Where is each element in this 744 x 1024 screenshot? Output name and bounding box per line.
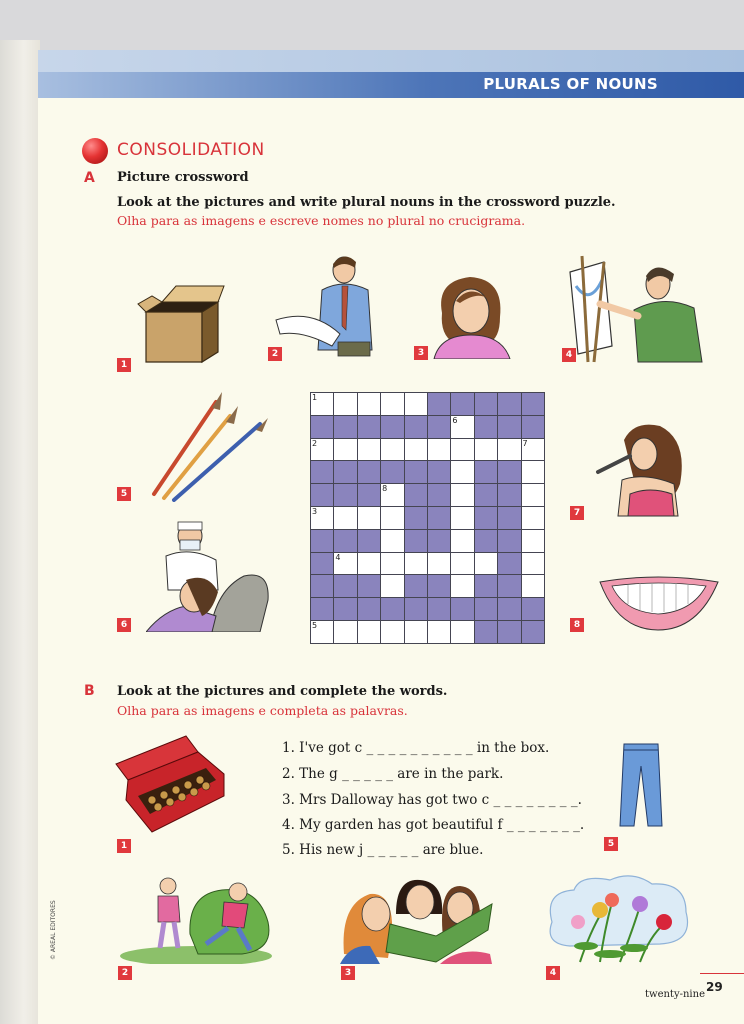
singer-icon (594, 420, 690, 518)
sentence-1: 1. I've got c _ _ _ _ _ _ _ _ _ _ in the box. (282, 740, 550, 756)
picture-number-a1: 1 (117, 358, 131, 372)
picture-number-a6: 6 (117, 618, 131, 632)
scan-left-edge (0, 40, 40, 1024)
box-icon (136, 282, 228, 364)
painter-icon (564, 246, 706, 364)
page-number: 29 (706, 980, 723, 994)
picture-number-b1: 1 (117, 839, 131, 853)
section-a-title: Picture crossword (117, 170, 249, 185)
page-number-word: twenty-nine (645, 989, 705, 1000)
header-band (38, 50, 744, 72)
page-number-rule (700, 973, 744, 974)
crossword-number: 1 (312, 393, 318, 402)
picture-number-a4: 4 (562, 348, 576, 362)
man-with-plans-icon (272, 250, 384, 360)
consolidation-ball-icon (82, 138, 108, 164)
flowers-icon (540, 872, 692, 968)
sentence-5: 5. His new j _ _ _ _ _ are blue. (282, 842, 484, 858)
jeans-icon (618, 742, 664, 830)
crossword-grid[interactable] (310, 392, 545, 644)
picture-number-b3: 3 (341, 966, 355, 980)
section-b-instruction: Look at the pictures and complete the words. (117, 684, 448, 699)
picture-number-a3: 3 (414, 346, 428, 360)
section-a-instruction-pt: Olha para as imagens e escreve nomes no plural no crucigrama. (117, 213, 526, 228)
children-reading-icon (340, 874, 496, 964)
picture-number-a7: 7 (570, 506, 584, 520)
section-a-letter: A (84, 170, 95, 186)
picture-number-a2: 2 (268, 347, 282, 361)
picture-number-b2: 2 (118, 966, 132, 980)
crossword-number: 6 (452, 415, 458, 425)
section-b-instruction-pt: Olha para as imagens e completa as palavras. (117, 703, 408, 718)
sentence-4: 4. My garden has got beautiful f _ _ _ _ _ _ _. (282, 817, 585, 833)
picture-number-b5: 5 (604, 837, 618, 851)
crossword-number: 8 (382, 484, 388, 494)
crossword-number: 2 (312, 438, 318, 448)
girls-playing-icon (118, 874, 274, 964)
picture-number-b4: 4 (546, 966, 560, 980)
teeth-icon (598, 574, 720, 632)
page-title: PLURALS OF NOUNS (483, 75, 658, 93)
crossword-number: 4 (335, 552, 341, 562)
chocolate-box-icon (112, 734, 232, 836)
section-a-instruction: Look at the pictures and write plural nouns in the crossword puzzle. (117, 195, 616, 210)
publisher-credit: © AREAL EDITORES (50, 900, 57, 960)
sentence-3: 3. Mrs Dalloway has got two c _ _ _ _ _ _ _ _. (282, 792, 582, 808)
crossword-number: 3 (312, 506, 318, 516)
dentist-icon (146, 520, 270, 632)
section-b-letter: B (84, 683, 95, 699)
sentence-2: 2. The g _ _ _ _ _ are in the park. (282, 766, 504, 782)
crossword-number: 5 (312, 620, 318, 630)
picture-number-a5: 5 (117, 487, 131, 501)
consolidation-title: CONSOLIDATION (117, 140, 265, 160)
woman-icon (430, 273, 514, 359)
crossword-number: 7 (522, 438, 528, 448)
picture-number-a8: 8 (570, 618, 584, 632)
scan-top-edge (0, 0, 744, 52)
paintbrushes-icon (146, 390, 270, 502)
